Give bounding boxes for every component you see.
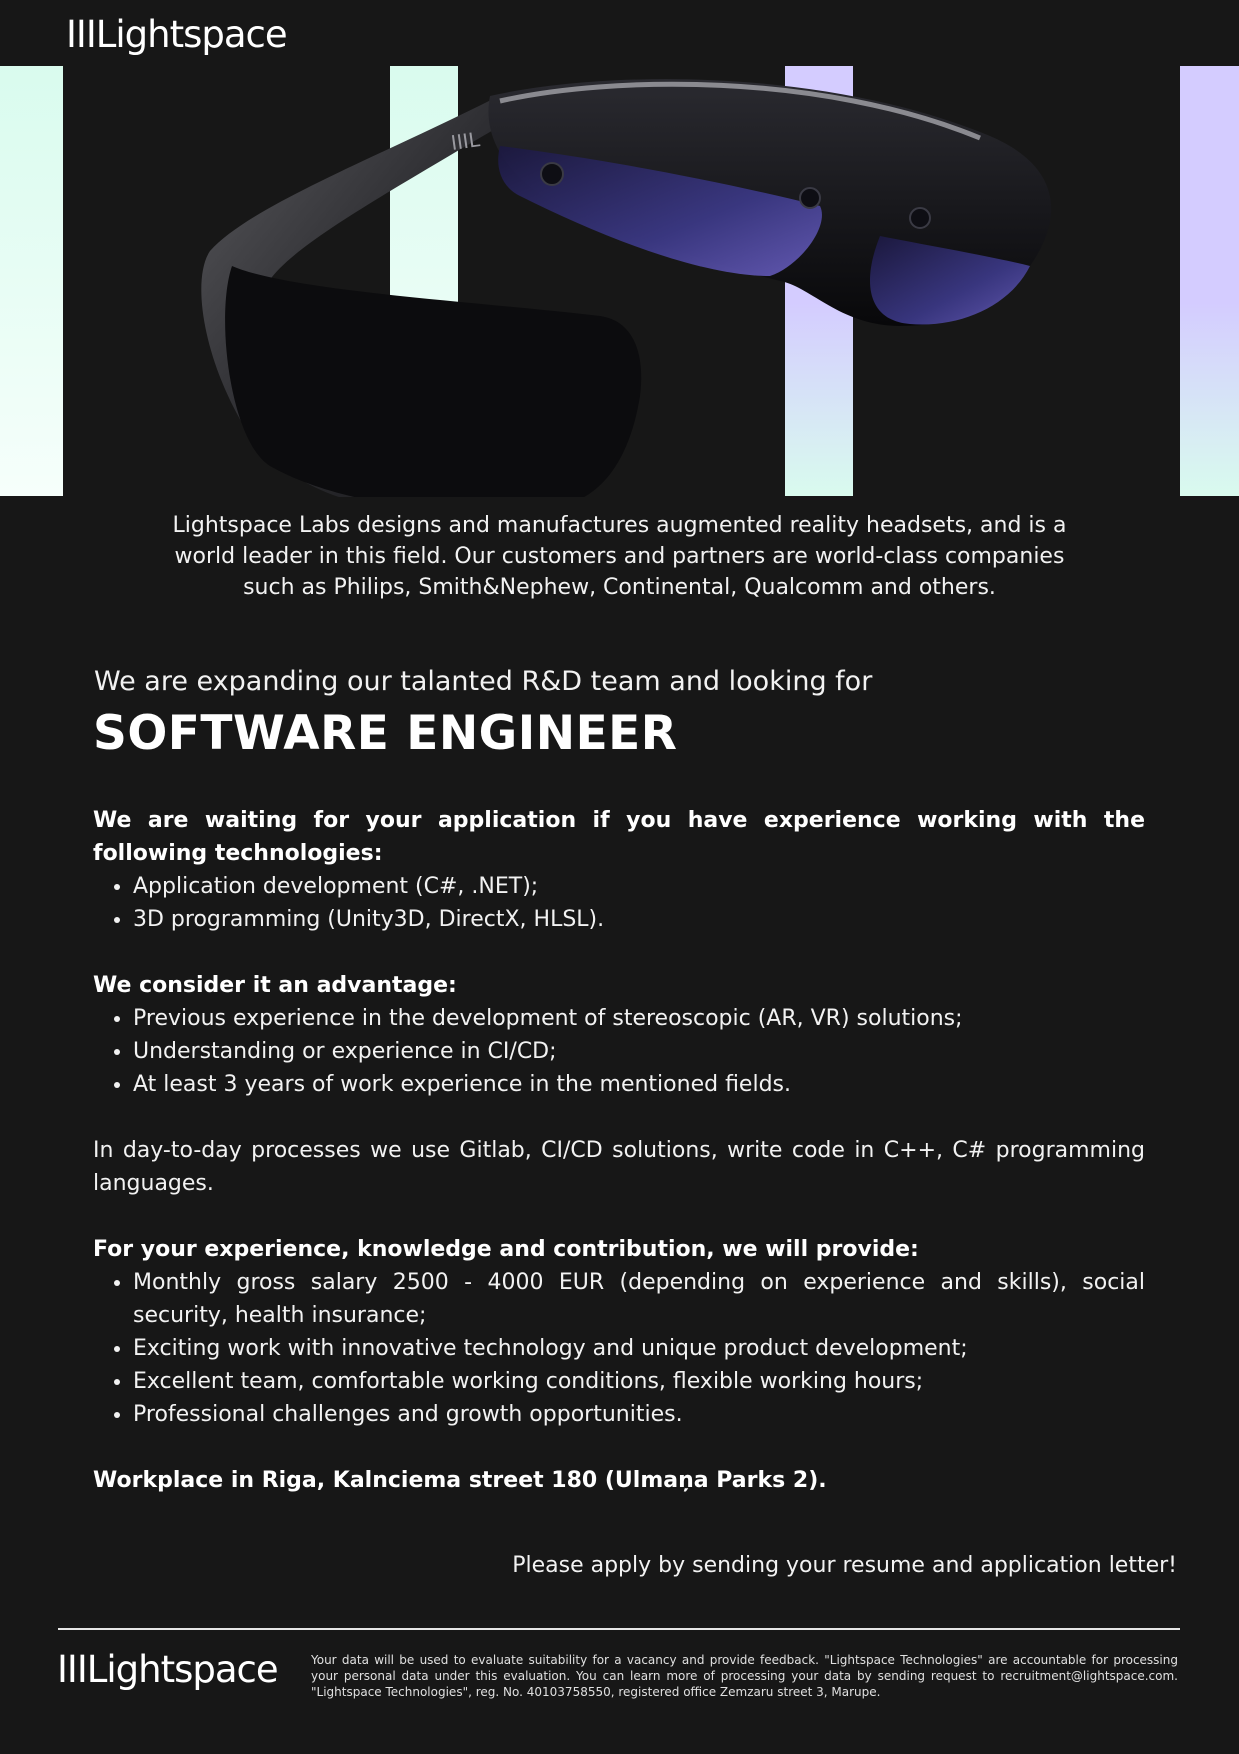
advantages-list [93,1002,1145,1101]
apply-instruction: Please apply by sending your resume and application letter! [512,1553,1177,1578]
tools-paragraph: In day-to-day processes we use Gitlab, CI/CD solutions, write code in C++, C# programming languages. [93,1138,1145,1196]
decorative-stripe [0,66,63,496]
job-description [93,804,1145,1497]
footer-divider [58,1628,1180,1630]
job-title: SOFTWARE ENGINEER [93,706,678,761]
requirements-list [93,870,1145,936]
headset-mark: IIIL [449,127,482,155]
workplace-address: Workplace in Riga, Kalnciema street 180 (Ulmaņa Parks 2). [93,1468,827,1493]
list-item: • Application development (C#, .NET); [133,870,1145,903]
ar-headset-image [0,66,1239,497]
footer-logo: IIILightspace [57,1648,278,1691]
list-item: • At least 3 years of work experience in the mentioned fields. [133,1068,1145,1101]
requirements-heading: We are waiting for your application if you have experience working with the following technologies: [93,808,1145,866]
list-item: • Understanding or experience in CI/CD; [133,1035,1145,1068]
benefits-heading: For your experience, knowledge and contribution, we will provide: [93,1237,919,1262]
privacy-disclaimer: Your data will be used to evaluate suitability for a vacancy and provide feedback. "Lightspace Technologies" are accountable for processing your personal data under this evaluation. You can learn more of processing your data by sending request to recruitment@lightspace.com. "Lightspace Technologies", reg. No. 40103758550, registered office Zemzaru street 3, Marupe. [311,1653,1178,1699]
list-item: • Excellent team, comfortable working conditions, flexible working hours; [133,1365,1145,1398]
list-item: • Exciting work with innovative technology and unique product development; [133,1332,1145,1365]
benefits-list [93,1266,1145,1431]
lightspace-logo: IIILightspace [66,13,287,56]
decorative-stripe [1180,66,1239,496]
company-intro: Lightspace Labs designs and manufactures augmented reality headsets, and is a world leader in this field. Our customers and partners are world-class companies such as Philips, Smith&Nephew, Continental, Qualcomm and others. [172,513,1067,600]
list-item: • Previous experience in the development of stereoscopic (AR, VR) solutions; [133,1002,1145,1035]
lead-text: We are expanding our talanted R&D team and looking for [94,666,873,697]
list-item: • Professional challenges and growth opportunities. [133,1398,1145,1431]
list-item: • 3D programming (Unity3D, DirectX, HLSL). [133,903,1145,936]
list-item: • Monthly gross salary 2500 - 4000 EUR (depending on experience and skills), social security, health insurance; [133,1266,1145,1332]
advantages-heading: We consider it an advantage: [93,973,457,998]
